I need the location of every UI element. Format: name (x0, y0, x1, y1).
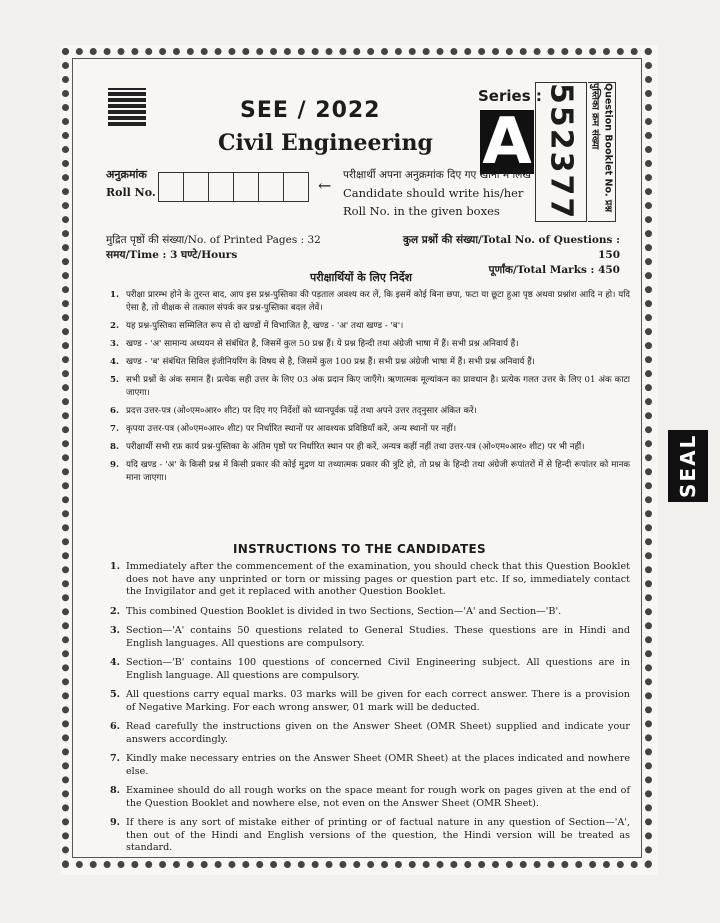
booklet-number: 552377 (535, 82, 587, 222)
list-item: 9. If there is any sort of mistake either of printing or of factual nature in any question of Section—'A', then out of the Hindi and English versions of the question, the Hindi version will be treated as standard. (110, 817, 630, 853)
english-heading: INSTRUCTIONS TO THE CANDIDATES (233, 542, 486, 556)
list-item: 4. खण्ड - 'ब' संबंधित सिविल इंजीनियरिंग के विषय से है, जिसमें कुल 100 प्रश्न हैं। सभी प्रश्न अंग्रेजी भाषा में हैं। सभी प्रश्न अनिवार्य हैं। (110, 357, 535, 367)
roll-instruction-hindi: परीक्षार्थी अपना अनुक्रमांक दिए गए खानों में लिखें (343, 169, 531, 181)
list-item: 7. Kindly make necessary entries on the Answer Sheet (OMR Sheet) at the places indicated and nowhere else. (110, 753, 630, 777)
list-item: 5. सभी प्रश्नों के अंक समान हैं। प्रत्येक सही उत्तर के लिए 03 अंक प्रदान किए जाएँगे। ऋणात्मक मूल्यांकन का प्रावधान है। प्रत्येक गलत उत्तर के लिए 01 अंक काटा जाएगा। (110, 375, 630, 398)
roll-digit-box[interactable] (258, 172, 284, 202)
total-questions: कुल प्रश्नों की संख्या/Total No. of Questions : 150 (402, 234, 620, 261)
exam-title: SEE / 2022 (240, 98, 381, 123)
hindi-instruction-list (110, 289, 630, 490)
list-item: 1. परीक्षा प्रारम्भ होने के तुरन्त बाद, आप इस प्रश्न-पुस्तिका की पड़ताल अवश्य कर लें, कि इसमें कोई बिना छपा, फटा या छूटा हुआ पृष्ठ अथवा प्रश्नांश आदि न हो। यदि ऐसा है, तो वीक्षक से तत्काल संपर्क कर प्रश्न-पुस्तिका बदल लेवें। (110, 290, 630, 313)
roll-digit-box[interactable] (233, 172, 259, 202)
seal-tab: SEAL (668, 430, 708, 502)
list-item: 6. प्रदत्त उत्तर-पत्र (ओ०एम०आर० शीट) पर दिए गए निर्देशों को ध्यानपूर्वक पढ़ें तथा अपने उत्तर तद्नुसार अंकित करें। (110, 406, 477, 416)
list-item: 9. यदि खण्ड - 'अ' के किसी प्रश्न में किसी प्रकार की कोई मुद्रण या तथ्यात्मक प्रकार की त्रुटि हो, तो प्रश्न के हिन्दी तथा अंग्रेजी रूपांतरों में से हिन्दी रूपांतर को मानक माना जाएगा। (110, 460, 630, 483)
list-item: 3. Section—'A' contains 50 questions related to General Studies. These questions are in Hindi and English languages. All questions are compulsory. (110, 625, 630, 649)
roll-digit-box[interactable] (208, 172, 234, 202)
list-item: 3. खण्ड - 'अ' सामान्य अध्ययन से संबंधित है, जिसमें कुल 50 प्रश्न हैं। ये प्रश्न हिन्दी तथा अंग्रेजी भाषा में हैं। सभी प्रश्न अनिवार्य हैं। (110, 339, 519, 349)
list-item: 8. Examinee should do all rough works on the space meant for rough work on pages given at the end of the Question Booklet and nowhere else, not even on the Answer Sheet (OMR Sheet). (110, 785, 630, 809)
roll-instruction-english-1: Candidate should write his/her (343, 186, 524, 200)
roll-label-english: Roll No. (106, 186, 156, 199)
list-item: 1. Immediately after the commencement of the examination, you should check that this Question Booklet does not have any unprinted or torn or missing pages or question part etc. If so, immediately contact the Invigilator and get it replaced with another Question Booklet. (110, 561, 630, 597)
meta-right (390, 233, 620, 278)
subject-title: Civil Engineering (218, 130, 433, 156)
list-item: 7. कृपया उत्तर-पत्र (ओ०एम०आर० शीट) पर निर्धारित स्थानों पर आवश्यक प्रविष्ठियाँ करें, अन्य स्थानों पर नहीं। (110, 424, 457, 434)
total-marks: पूर्णांक/Total Marks : 450 (488, 264, 620, 276)
qr-code-icon (108, 88, 146, 126)
series-label: Series : (478, 87, 542, 105)
roll-instruction (343, 166, 531, 220)
roll-digit-box[interactable] (158, 172, 184, 202)
meta-left (106, 233, 321, 263)
roll-number-boxes[interactable] (158, 172, 308, 202)
list-item: 2. यह प्रश्न-पुस्तिका सम्मिलित रूप से दो खण्डों में विभाजित है, खण्ड - 'अ' तथा खण्ड - 'ब'। (110, 321, 404, 331)
roll-instruction-english-2: Roll No. in the given boxes (343, 204, 500, 218)
roll-digit-box[interactable] (183, 172, 209, 202)
series-badge: A (480, 110, 534, 174)
time-allowed: समय/Time : 3 घण्टे/Hours (106, 249, 238, 261)
hindi-heading: परीक्षार्थियों के लिए निर्देश (310, 271, 413, 284)
list-item: 2. This combined Question Booklet is divided in two Sections, Section—'A' and Section—'B'. (110, 605, 562, 617)
printed-pages: मुद्रित पृष्ठों की संख्या/No. of Printed Pages : 32 (106, 234, 321, 246)
list-item: 8. परीक्षार्थी सभी रफ़ कार्य प्रश्न-पुस्तिका के अंतिम पृष्ठों पर निर्धारित स्थान पर ही करें, अन्यत्र कहीं नहीं तथा उत्तर-पत्र (ओ०एम०आर० शीट) पर भी नहीं। (110, 442, 585, 452)
roll-label-hindi: अनुक्रमांक (106, 168, 147, 181)
list-item: 5. All questions carry equal marks. 03 marks will be given for each correct answer. There is a provision of Negative Marking. For each wrong answer, 01 mark will be deducted. (110, 689, 630, 713)
english-instruction-list (110, 561, 630, 862)
arrow-left-icon: ← (318, 176, 332, 195)
list-item: 6. Read carefully the instructions given on the Answer Sheet (OMR Sheet) supplied and indicate your answers accordingly. (110, 721, 630, 745)
booklet-number-label: Question Booklet No. प्रश्न पुस्तिका क्रम संख्या (588, 82, 616, 222)
roll-digit-box[interactable] (283, 172, 309, 202)
list-item: 4. Section—'B' contains 100 questions of concerned Civil Engineering subject. All questions are in English language. All questions are compulsory. (110, 657, 630, 681)
